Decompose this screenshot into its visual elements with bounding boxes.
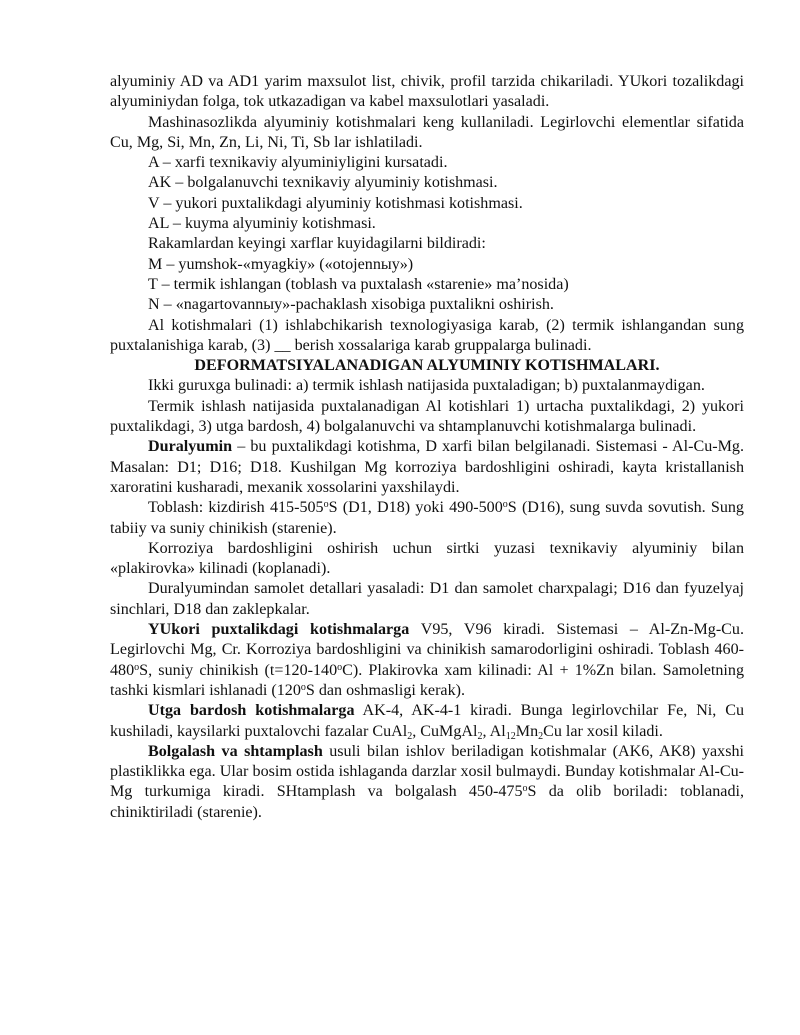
marking-al: AL – kuyma alyuminiy kotishmasi. xyxy=(148,215,376,233)
suffix-intro: Rakamlardan keyingi xarflar kuyidagilarni bildiradi: xyxy=(148,235,486,253)
marking-ak: AK – bolgalanuvchi texnikaviy alyuminiy kotishmasi. xyxy=(148,174,498,192)
paragraph-two-groups: Ikki guruxga bulinadi: a) termik ishlash natijasida puxtaladigan; b) puxtalanmaydigan. xyxy=(148,377,705,395)
paragraph-classification: Al kotishmalari (1) ishlabchikarish texnologiyasiga karab, (2) termik ishlangandan sung puxtalanishiga karab, (3) __ berish xossalariga karab gruppalarga bulinadi. xyxy=(110,316,744,354)
paragraph-cladding: Korroziya bardoshligini oshirish uchun sirtki yuzasi texnikaviy alyuminiy bilan «plakirovka» kilinadi (koplanadi). xyxy=(110,539,744,578)
term-forging-stamping: Bolgalash va shtamplash xyxy=(148,742,323,760)
term-heat-resistant: Utga bardosh kotishmalarga xyxy=(148,702,355,720)
term-high-strength: YUkori puxtalikdagi kotishmalarga xyxy=(148,621,410,639)
paragraph-duralumin: Duralyumin – bu puxtalikdagi kotishma, D xarfi bilan belgilanadi. Sistemasi - Al-Cu-Mg. Masalan: D1; D16; D18. Kushilgan Mg korroziya bardoshligini oshiradi, kayta kristallanish xaroratini kusharadi, mexanik xossolarini yaxshilaydi. xyxy=(110,438,744,496)
section-heading: DEFORMATSIYALANADIGAN ALYUMINIY KOTISHMALARI. xyxy=(194,357,660,375)
suffix-t: T – termik ishlangan (toblash va puxtalash «starenie» ma’nosida) xyxy=(148,275,569,293)
paragraph-heat-resistant: Utga bardosh kotishmalarga AK-4, AK-4-1 kiradi. Bunga legirlovchilar Fe, Ni, Cu kushiladi, kaysilarki puxtalovchi fazalar CuAl$_2$, CuMgAl$_2$, $Al_{12}Mn_2Cu$ lar xosil kiladi. xyxy=(110,702,744,742)
marking-v: V – yukori puxtalikdagi alyuminiy kotishmasi kotishmasi. xyxy=(148,194,523,212)
marking-a: A – xarfi texnikaviy alyuminiyligini kursatadi. xyxy=(148,154,448,172)
paragraph-forging-stamping: Bolgalash va shtamplash usuli bilan ishlov beriladigan kotishmalar (AK6, AK8) yaxshi plastiklikka ega. Ular bosim ostida ishlaganda darzlar xosil bulmaydi. Bunday kotishmalar Al-Cu-Mg turkumiga kiradi. SHtamplash va bolgalash 450-475$^o$S da olib boriladi: toblanadi, chiniktiriladi (starenie). xyxy=(110,742,744,821)
paragraph-quenching: Toblash: kizdirish 415-505$^o$S (D1, D18) yoki 490-500$^o$S (D16), sung suvda sovutish. Sung tabiiy va suniy chinikish (starenie). xyxy=(110,499,744,537)
paragraph-heat-treatable: Termik ishlash natijasida puxtalanadigan Al kotishlari 1) urtacha puxtalikdagi, 2) yukori puxtalikdagi, 3) utga bardosh, 4) bolgalanuvchi va shtamplanuvchi kotishmalarga bulinadi. xyxy=(110,397,744,436)
paragraph-aluminium-products: alyuminiy AD va AD1 yarim maxsulot list, chivik, profil tarzida chikariladi. YUkori tozalikdagi alyuminiydan folga, tok utkazadigan va kabel maxsulotlari yasaladi. xyxy=(110,73,744,111)
paragraph-aircraft-parts: Duralyumindan samolet detallari yasaladi: D1 dan samolet charxpalagi; D16 dan fyuzelyaj sinchlari, D18 dan zaklepkalar. xyxy=(110,580,744,618)
paragraph-high-strength: YUkori puxtalikdagi kotishmalarga V95, V96 kiradi. Sistemasi – Al-Zn-Mg-Cu. Legirlovchi Mg, Cr. Korroziya bardoshligini va chinikish samarodorligini oshiradi. Toblash 460-480$^o$S, suniy chinikish $(t=120-140^oC)$. Plakirovka xam kilinadi: Al + 1%Zn bilan. Samoletning tashki kismlari ishlanadi (120$^o$S dan oshmasligi kerak). xyxy=(110,621,744,699)
term-duralumin: Duralyumin xyxy=(148,438,233,456)
paragraph-alloying-elements: Mashinasozlikda alyuminiy kotishmalari keng kullaniladi. Legirlovchi elementlar sifatida Cu, Mg, Si, Mn, Zn, Li, Ni, Ti, Sb lar ishlatiladi. xyxy=(110,113,744,151)
suffix-m: M – yumshok-«myagkiy» («otojennыy») xyxy=(148,255,414,273)
suffix-n: N – «nagartovannыy»-pachaklash xisobiga puxtalikni oshirish. xyxy=(148,296,554,314)
